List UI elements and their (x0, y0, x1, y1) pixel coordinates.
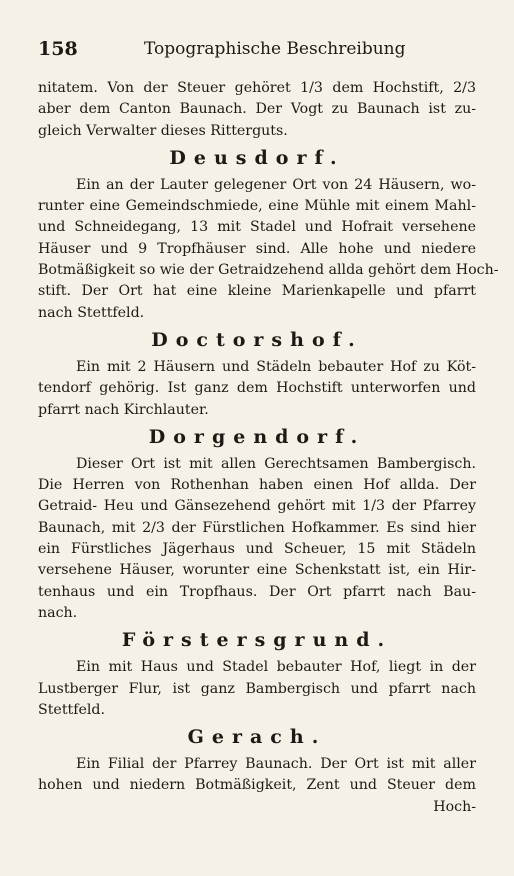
text-line: ein Fürstliches Jägerhaus und Scheuer, 15 mit Städeln (38, 541, 476, 558)
text-line: Ein mit 2 Häusern und Städeln bebauter Hof zu Köt- (76, 358, 476, 375)
text-line: hohen und niedern Botmäßigkeit, Zent und Steuer dem (38, 777, 476, 794)
text-line: runter eine Gemeindschmiede, eine Mühle mit einem Mahl- (38, 198, 476, 215)
section-heading: Dorgendorf. (148, 425, 366, 448)
text-line: versehene Häuser, worunter eine Schenkstatt ist, ein Hir- (38, 562, 476, 579)
text-line: nitatem. Von der Steuer gehöret 1/3 dem Hochstift, 2/3 (38, 80, 476, 96)
section-foerstersgrund (38, 624, 476, 721)
text-line: Die Herren von Rothenhan haben einen Hof allda. Der (38, 477, 476, 494)
text-line: Getraid- Heu und Gänsezehend gehört mit 1/3 der Pfarrey (38, 498, 476, 515)
section-dorgendorf (38, 421, 476, 624)
text-line: Ein mit Haus und Stadel bebauter Hof, liegt in der (76, 659, 476, 676)
text-line: Dieser Ort ist mit allen Gerechtsamen Bambergisch. (76, 455, 476, 472)
running-title: Topographische Beschreibung (144, 39, 406, 59)
text-line: Ein Filial der Pfarrey Baunach. Der Ort ist mit aller (76, 756, 476, 773)
page-header (38, 38, 478, 66)
page-number: 158 (38, 38, 78, 60)
text-line: Lustberger Flur, ist ganz Bambergisch und pfarrt nach (38, 680, 476, 697)
text-line: aber dem Canton Baunach. Der Vogt zu Baunach ist zu- (38, 101, 476, 118)
text-line: Ein an der Lauter gelegener Ort von 24 Häusern, wo- (76, 176, 476, 193)
section-doctorshof (38, 324, 476, 421)
text-line: gleich Verwalter dieses Ritterguts. (38, 122, 288, 139)
text-line: nach. (38, 604, 78, 621)
text-line: Botmäßigkeit so wie der Getraidzehend allda gehört dem Hoch- (38, 262, 499, 279)
section-deusdorf (38, 142, 499, 324)
section-heading: Gerach. (187, 726, 327, 749)
text-line: tenhaus und ein Tropfhaus. Der Ort pfarrt nach Bau- (38, 583, 476, 600)
text-line: tendorf gehörig. Ist ganz dem Hochstift unterworfen und (38, 380, 476, 397)
section-heading: Doctorshof. (151, 328, 363, 351)
text-line: und Schneidegang, 13 mit Stadel und Hofrait versehene (38, 219, 476, 236)
text-line: pfarrt nach Kirchlauter. (38, 401, 209, 418)
text-line: nach Stettfeld. (38, 304, 145, 321)
section-gerach (38, 721, 476, 818)
text-line: Häuser und 9 Tropfhäuser sind. Alle hohe und niedere (38, 240, 476, 257)
catchword: Hoch- (433, 798, 476, 815)
intro-paragraph (38, 78, 476, 142)
section-heading: Deusdorf. (169, 146, 345, 169)
text-line: Stettfeld. (38, 701, 105, 718)
page-body (38, 78, 499, 818)
text-line: Baunach, mit 2/3 der Fürstlichen Hofkammer. Es sind hier (38, 519, 476, 536)
section-heading: Förstersgrund. (121, 629, 393, 652)
text-line: stift. Der Ort hat eine kleine Marienkapelle und pfarrt (38, 283, 476, 300)
